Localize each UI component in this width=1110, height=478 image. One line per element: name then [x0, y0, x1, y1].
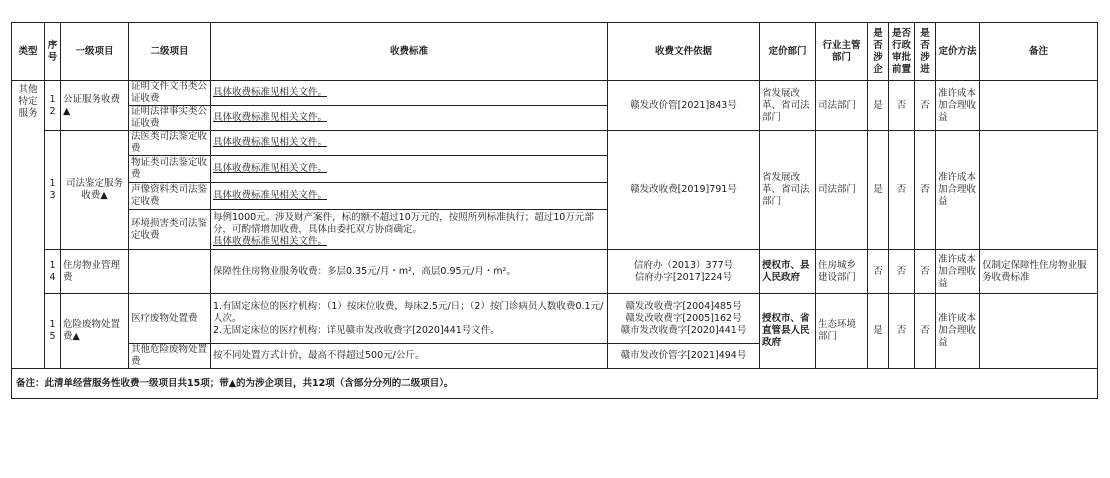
industry-dept-cell: 司法部门: [816, 81, 868, 131]
level2-cell: 物证类司法鉴定收费: [129, 156, 211, 183]
import-related-cell: 否: [915, 81, 936, 131]
industry-dept-cell: 司法部门: [816, 131, 868, 250]
pricing-method-cell: 准许成本加合理收益: [936, 294, 980, 369]
admin-approval-cell: 否: [889, 131, 915, 250]
remarks-cell: 仅制定保障性住房物业服务收费标准: [980, 250, 1098, 294]
standard-link[interactable]: 具体收费标准见相关文件。: [213, 190, 328, 201]
level2-cell: 环境损害类司法鉴定收费: [129, 210, 211, 250]
industry-dept-cell: 住房城乡建设部门: [816, 250, 868, 294]
level2-cell: 声像资料类司法鉴定收费: [129, 183, 211, 210]
fee-schedule-page: [11, 22, 1098, 399]
import-related-cell: 否: [915, 294, 936, 369]
pricing-dept-cell: 省发展改革、省司法部门: [760, 81, 816, 131]
basis-cell: 赣发改价管[2021]843号: [608, 81, 760, 131]
pricing-method-cell: 准许成本加合理收益: [936, 131, 980, 250]
category-cell: 其他特定服务: [12, 81, 45, 369]
header-involves-enterprise: 是否涉企: [868, 23, 889, 81]
header-pricing-method: 定价方法: [936, 23, 980, 81]
fee-schedule-table: [11, 22, 1098, 399]
standard-link[interactable]: 具体收费标准见相关文件。: [213, 87, 328, 98]
basis-cell: 赣市发改价管字[2021]494号: [608, 344, 760, 369]
basis-line: 赣发改收费字[2005]162号: [625, 312, 742, 324]
header-admin-approval: 是否行政审批前置: [889, 23, 915, 81]
table-row: [12, 131, 1098, 156]
pricing-dept-cell: 授权市、县人民政府: [760, 250, 816, 294]
standard-cell: 按不同处置方式计价，最高不得超过500元/公斤。: [211, 344, 608, 369]
pricing-method-cell: 准许成本加合理收益: [936, 81, 980, 131]
standard-cell: [211, 131, 608, 156]
header-basis: 收费文件依据: [608, 23, 760, 81]
basis-cell: 赣发改收费[2019]791号: [608, 131, 760, 250]
involves-enterprise-cell: 是: [868, 294, 889, 369]
header-seq: 序号: [45, 23, 61, 81]
remarks-cell: [980, 131, 1098, 250]
table-row: [12, 294, 1098, 344]
basis-line: 赣市发改收费字[2020]441号: [620, 324, 747, 336]
basis-cell: [608, 250, 760, 294]
involves-enterprise-cell: 否: [868, 250, 889, 294]
standard-link[interactable]: 具体收费标准见相关文件。: [213, 137, 328, 148]
seq-cell: 13: [45, 131, 61, 250]
header-type: 类型: [12, 23, 45, 81]
pricing-dept-cell: 省发展改革、省司法部门: [760, 131, 816, 250]
header-row: [12, 23, 1098, 81]
header-import-related: 是否涉进: [915, 23, 936, 81]
standard-cell: [211, 294, 608, 344]
remarks-cell: [980, 294, 1098, 369]
admin-approval-cell: 否: [889, 81, 915, 131]
table-row: [12, 81, 1098, 106]
admin-approval-cell: 否: [889, 294, 915, 369]
standard-cell: [211, 81, 608, 106]
footer-row: [12, 369, 1098, 399]
involves-enterprise-cell: 是: [868, 131, 889, 250]
footer-note: 备注：此清单经营服务性收费一级项目共15项；带▲的为涉企项目，共12项（含部分分列的二级项目）。: [12, 369, 1098, 399]
header-standard: 收费标准: [211, 23, 608, 81]
industry-dept-cell: 生态环境部门: [816, 294, 868, 369]
level1-cell: 危险废物处置费▲: [61, 294, 129, 369]
seq-cell: 15: [45, 294, 61, 369]
standard-line: 1.有固定床位的医疗机构：（1）按床位收费，每床2.5元/日；（2）按门诊病员人数收费0.1元/人次。: [213, 300, 604, 324]
standard-cell: [211, 183, 608, 210]
standard-link[interactable]: 具体收费标准见相关文件。: [213, 235, 328, 247]
level1-cell: 公证服务收费▲: [61, 81, 129, 131]
standard-cell: 保障性住房物业服务收费：多层0.35元/月・m²，高层0.95元/月・m²。: [211, 250, 608, 294]
header-industry-dept: 行业主管部门: [816, 23, 868, 81]
basis-cell: [608, 294, 760, 344]
standard-cell: [211, 156, 608, 183]
header-pricing-dept: 定价部门: [760, 23, 816, 81]
pricing-method-cell: 准许成本加合理收益: [936, 250, 980, 294]
header-level1: 一级项目: [61, 23, 129, 81]
pricing-dept-cell: 授权市、省直管县人民政府: [760, 294, 816, 369]
basis-line: 赣发改收费字[2004]485号: [625, 300, 742, 312]
level2-cell: 其他危险废物处置费: [129, 344, 211, 369]
import-related-cell: 否: [915, 131, 936, 250]
basis-line: 信府办（2013）377号: [633, 259, 734, 271]
admin-approval-cell: 否: [889, 250, 915, 294]
level2-cell: 证明文件文书类公证收费: [129, 81, 211, 106]
remarks-cell: [980, 81, 1098, 131]
import-related-cell: 否: [915, 250, 936, 294]
level1-cell: 住房物业管理费: [61, 250, 129, 294]
basis-line: 信府办字[2017]224号: [634, 271, 733, 283]
seq-cell: 12: [45, 81, 61, 131]
level1-cell: 司法鉴定服务收费▲: [61, 131, 129, 250]
seq-cell: 14: [45, 250, 61, 294]
standard-link[interactable]: 具体收费标准见相关文件。: [213, 112, 328, 123]
standard-link[interactable]: 具体收费标准见相关文件。: [213, 163, 328, 174]
level2-cell: [129, 250, 211, 294]
level2-cell: 法医类司法鉴定收费: [129, 131, 211, 156]
involves-enterprise-cell: 是: [868, 81, 889, 131]
standard-cell: [211, 106, 608, 131]
standard-cell: [211, 210, 608, 250]
header-remarks: 备注: [980, 23, 1098, 81]
standard-line: 2.无固定床位的医疗机构：详见赣市发改收费字[2020]441号文件。: [213, 324, 500, 336]
standard-text: 每例1000元。涉及财产案件，标的额不超过10万元的，按照所列标准执行；超过10万元部分，可酌情增加收费，具体由委托双方协商确定。: [213, 211, 594, 235]
header-level2: 二级项目: [129, 23, 211, 81]
level2-cell: 证明法律事实类公证收费: [129, 106, 211, 131]
table-row: [12, 250, 1098, 294]
level2-cell: 医疗废物处置费: [129, 294, 211, 344]
